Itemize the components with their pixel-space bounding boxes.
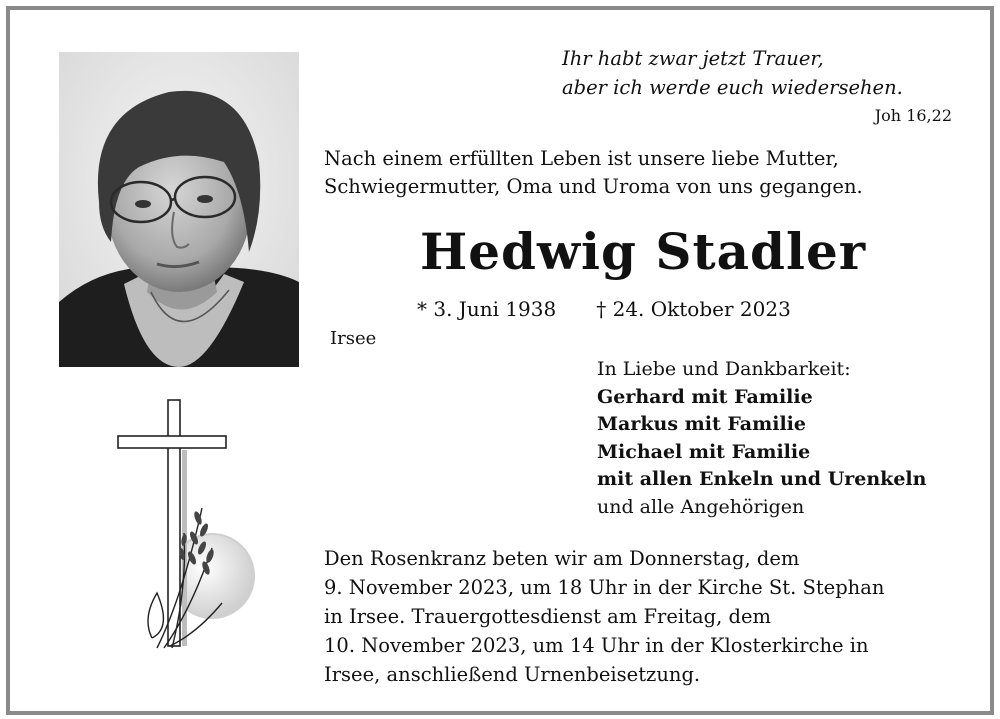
mourners-intro: In Liebe und Dankbarkeit:: [597, 358, 851, 380]
mourner-name: Michael mit Familie: [597, 440, 811, 463]
mourners-list: [597, 356, 926, 521]
mourner-name: Gerhard mit Familie: [597, 385, 813, 408]
mourner-name: mit allen Enkeln und Urenkeln: [597, 468, 927, 490]
portrait-photo: [59, 52, 299, 367]
verse-line-2: aber ich werde euch wiedersehen.: [562, 76, 903, 99]
service-information: [324, 544, 884, 689]
mourners-closing: und alle Angehörigen: [597, 495, 805, 518]
deceased-name: Hedwig Stadler: [420, 222, 867, 281]
cross-with-wheat-icon: [112, 398, 262, 662]
place-of-residence: Irsee: [330, 328, 377, 349]
bible-verse: [562, 44, 952, 102]
life-dates: [417, 297, 791, 321]
death-date: † 24. Oktober 2023: [596, 297, 791, 321]
intro-text: [324, 145, 863, 201]
intro-line-1: Nach einem erfüllten Leben ist unsere liebe Mutter,: [324, 147, 839, 170]
service-line: Den Rosenkranz beten wir am Donnerstag, dem: [324, 547, 800, 570]
service-line: 10. November 2023, um 14 Uhr in der Klosterkirche in: [324, 634, 869, 657]
verse-line-1: Ihr habt zwar jetzt Trauer,: [562, 47, 824, 70]
verse-reference: Joh 16,22: [874, 106, 952, 125]
birth-date: * 3. Juni 1938: [417, 297, 557, 321]
service-line: in Irsee. Trauergottesdienst am Freitag, dem: [324, 605, 771, 628]
intro-line-2: Schwiegermutter, Oma und Uroma von uns gegangen.: [324, 175, 863, 198]
service-line: Irsee, anschließend Urnenbeisetzung.: [324, 663, 701, 686]
service-line: 9. November 2023, um 18 Uhr in der Kirche St. Stephan: [324, 576, 885, 599]
mourner-name: Markus mit Familie: [597, 413, 806, 435]
